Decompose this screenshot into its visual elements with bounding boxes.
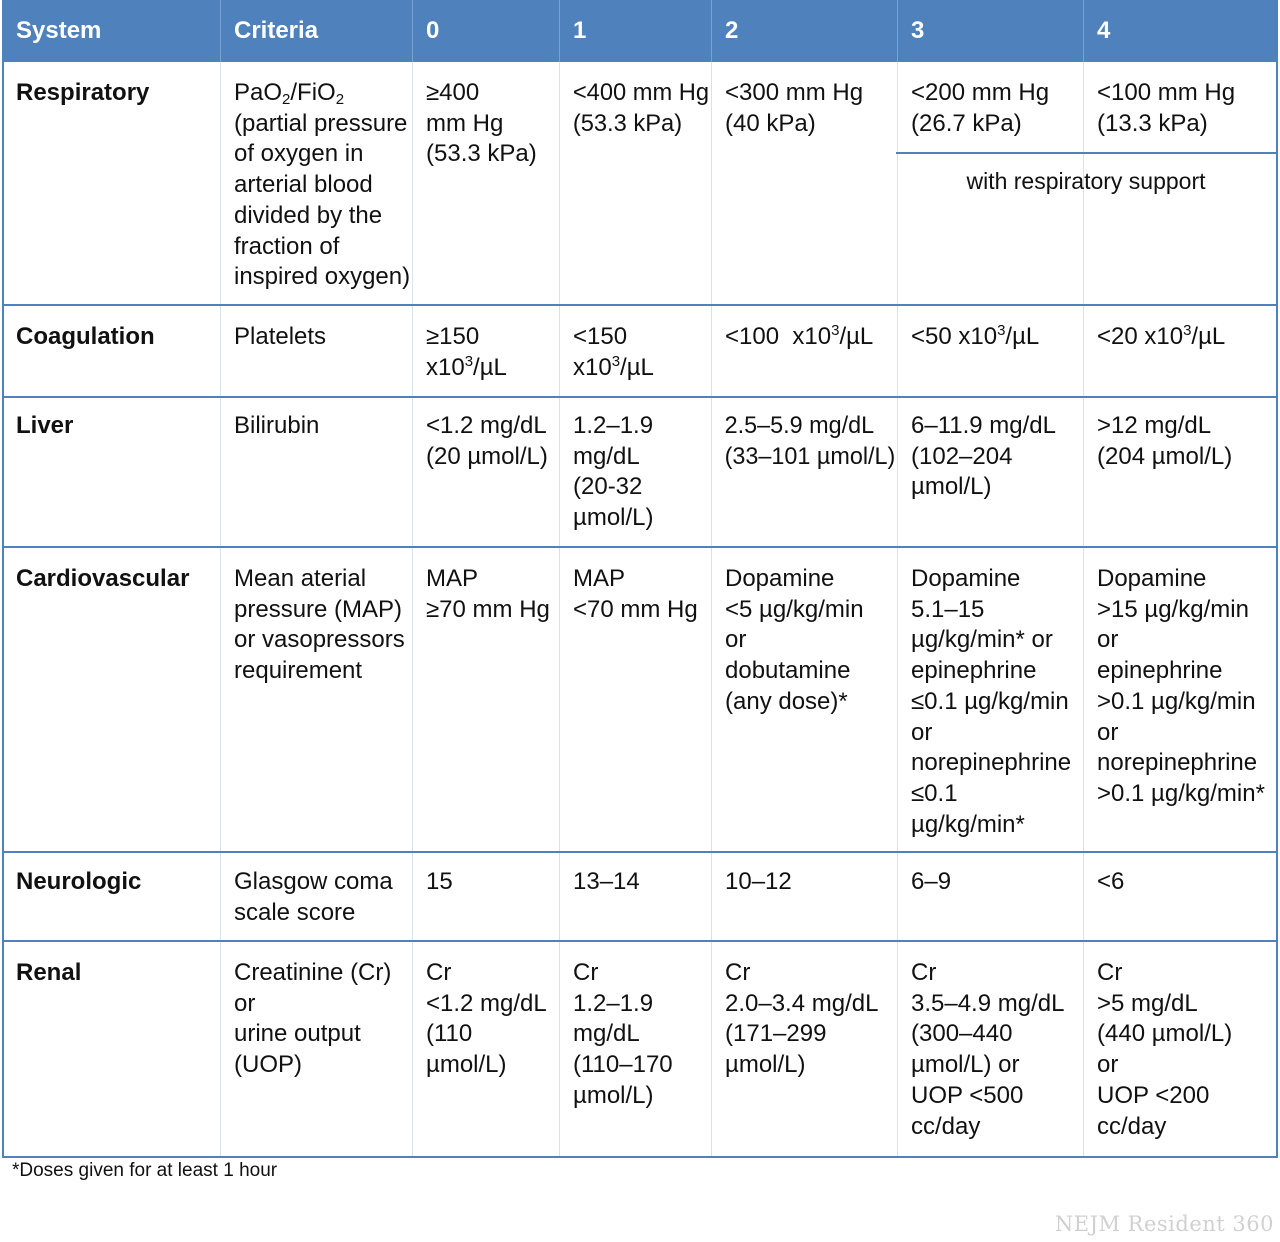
row-coagulation-system: Coagulation <box>16 323 155 350</box>
fio2-label: /FiO <box>290 79 336 106</box>
row-liver-score-4: >12 mg/dL (204 µmol/L) <box>1097 412 1233 470</box>
superscript: 3 <box>611 352 621 370</box>
subscript: 2 <box>282 91 291 108</box>
superscript: 3 <box>464 352 474 370</box>
row-renal-system: Renal <box>16 959 82 986</box>
superscript: 3 <box>831 322 840 339</box>
row-renal-score-3: Cr 3.5–4.9 mg/dL (300–440 µmol/L) or UOP <500 cc/day <box>911 959 1065 1140</box>
header-criteria: Criteria <box>234 17 319 44</box>
value: x10 <box>573 353 612 381</box>
value: ≥150 <box>426 323 480 350</box>
row-divider <box>2 304 1278 306</box>
unit: /µL <box>620 353 654 381</box>
row-liver-score-3: 6–11.9 mg/dL (102–204 µmol/L) <box>911 412 1056 501</box>
brand-watermark: NEJM Resident 360 <box>1054 1212 1274 1236</box>
row-neurologic-score-1: 13–14 <box>573 868 640 895</box>
respiratory-support-note: with respiratory support <box>966 168 1206 194</box>
value: <20 x10 <box>1097 323 1184 350</box>
unit: /µL <box>1191 323 1226 350</box>
header-divider <box>412 0 413 62</box>
row-coagulation-score-4 <box>1083 322 1225 353</box>
table-right-border <box>1276 62 1278 1158</box>
row-renal-score-1: Cr 1.2–1.9 mg/dL (110–170 µmol/L) <box>573 959 673 1109</box>
row-renal-criteria: Creatinine (Cr) or urine output (UOP) <box>234 959 392 1079</box>
header-system: System <box>16 17 102 44</box>
value: <150 <box>573 323 628 350</box>
header-score-1: 1 <box>573 17 587 44</box>
row-respiratory-score-4: <100 mm Hg (13.3 kPa) <box>1097 79 1236 137</box>
header-divider <box>897 0 898 62</box>
row-neurologic-criteria: Glasgow coma scale score <box>234 868 393 926</box>
row-coagulation-score-2 <box>711 322 873 353</box>
row-divider <box>2 940 1278 942</box>
row-liver-system: Liver <box>16 412 74 439</box>
header-score-3: 3 <box>911 17 925 44</box>
row-divider <box>2 546 1278 548</box>
value: <50 x10 <box>911 323 998 350</box>
header-divider <box>711 0 712 62</box>
row-respiratory-score-1: <400 mm Hg (53.3 kPa) <box>572 79 710 137</box>
table-left-border <box>2 62 4 1158</box>
row-neurologic-score-2: 10–12 <box>725 868 792 895</box>
row-liver-score-2: 2.5–5.9 mg/dL (33–101 µmol/L) <box>724 412 896 470</box>
unit: /µL <box>1005 323 1040 350</box>
row-cardiovascular-score-4: Dopamine >15 µg/kg/min or epinephrine >0.1 µg/kg/min or norepinephrine >0.1 µg/kg/min* <box>1097 565 1265 807</box>
header-score-4: 4 <box>1097 17 1111 44</box>
row-neurologic-score-0: 15 <box>426 868 453 895</box>
pao2-label: PaO <box>234 79 283 106</box>
row-respiratory-score-3: <200 mm Hg (26.7 kPa) <box>911 79 1050 137</box>
row-liver-score-1: 1.2–1.9 mg/dL (20-32 µmol/L) <box>573 412 654 532</box>
row-neurologic-score-4: <6 <box>1097 868 1125 895</box>
row-renal-score-2: Cr 2.0–3.4 mg/dL (171–299 µmol/L) <box>725 959 879 1079</box>
row-neurologic-score-3: 6–9 <box>911 868 952 895</box>
row-liver-criteria: Bilirubin <box>234 412 320 439</box>
superscript: 3 <box>1183 322 1192 339</box>
row-cardiovascular-score-1: MAP <70 mm Hg <box>573 565 698 623</box>
row-respiratory-system: Respiratory <box>16 79 150 106</box>
subscript: 2 <box>335 91 345 108</box>
row-renal-score-4: Cr >5 mg/dL (440 µmol/L) or UOP <200 cc/day <box>1097 959 1233 1140</box>
value: x10 <box>426 353 465 381</box>
row-coagulation-score-3 <box>897 322 1039 353</box>
row-respiratory-score-0: ≥400 mm Hg (53.3 kPa) <box>426 79 537 168</box>
header-divider <box>220 0 221 62</box>
row-coagulation-score-1 <box>559 322 654 383</box>
header-divider <box>1083 0 1084 62</box>
row-cardiovascular-system: Cardiovascular <box>16 565 190 592</box>
table-header <box>2 0 1278 62</box>
unit: /µL <box>839 323 874 350</box>
header-divider <box>559 0 560 62</box>
row-liver-score-0: <1.2 mg/dL (20 µmol/L) <box>426 412 548 470</box>
row-divider <box>2 1156 1278 1158</box>
row-cardiovascular-score-2: Dopamine <5 µg/kg/min or dobutamine (any dose)* <box>725 565 864 715</box>
row-cardiovascular-score-0: MAP ≥70 mm Hg <box>426 565 550 623</box>
value: <100 x10 <box>725 323 832 350</box>
row-neurologic-system: Neurologic <box>16 868 142 895</box>
unit: /µL <box>473 353 507 381</box>
row-cardiovascular-criteria: Mean aterial pressure (MAP) or vasopressors requirement <box>234 565 405 685</box>
row-coagulation-score-0 <box>412 322 507 383</box>
header-score-0: 0 <box>426 17 440 44</box>
header-score-2: 2 <box>725 17 739 44</box>
row-respiratory-criteria <box>220 78 410 293</box>
row-cardiovascular-score-3: Dopamine 5.1–15 µg/kg/min* or epinephrine ≤0.1 µg/kg/min or norepinephrine ≤0.1 µg/kg/min* <box>911 565 1072 838</box>
respiratory-support-rule <box>896 152 1276 154</box>
pao2-description: (partial pressure of oxygen in arterial blood divided by the fraction of inspired oxygen) <box>234 109 411 291</box>
row-divider <box>2 851 1278 853</box>
footnote: *Doses given for at least 1 hour <box>12 1160 278 1181</box>
row-respiratory-score-2: <300 mm Hg (40 kPa) <box>725 79 864 137</box>
row-renal-score-0: Cr <1.2 mg/dL (110 µmol/L) <box>426 959 547 1079</box>
row-coagulation-criteria: Platelets <box>234 323 327 350</box>
row-divider <box>2 396 1278 398</box>
superscript: 3 <box>997 322 1006 339</box>
